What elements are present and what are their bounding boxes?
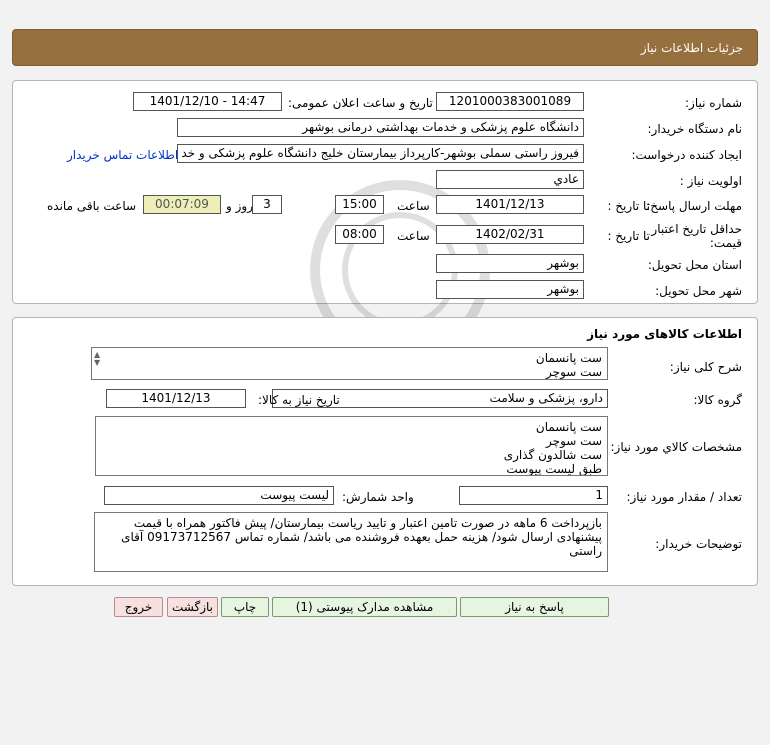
buyer-contact-link[interactable]: اطلاعات تماس خریدار: [67, 148, 179, 162]
specs-textarea[interactable]: [95, 416, 608, 476]
specs-line: ست پانسمان: [535, 420, 602, 434]
general-desc-label: شرح کلی نیاز:: [669, 360, 742, 374]
exit-button[interactable]: خروج: [114, 597, 163, 617]
buyer-notes-line: بازپرداخت 6 ماهه در صورت تامین اعتبار و تایید ریاست بیمارستان/ پیش فاکتور همراه با قیمت: [133, 516, 602, 530]
validity-label-line1: حداقل تاریخ اعتبار: [651, 222, 742, 236]
validity-time-label: ساعت: [397, 229, 430, 243]
need-number-label: شماره نیاز:: [685, 96, 742, 110]
buyer-notes-textarea[interactable]: [94, 512, 608, 572]
announce-date-label: تاریخ و ساعت اعلان عمومی:: [288, 96, 433, 110]
validity-label-line2: قیمت:: [709, 236, 742, 250]
resize-handle-icon[interactable]: ▲ ▼: [94, 350, 101, 367]
reply-to-date-label: تا تاریخ :: [607, 199, 650, 213]
need-info-panel: [12, 80, 758, 304]
print-button[interactable]: چاپ: [221, 597, 269, 617]
buyer-notes-label: توضیحات خریدار:: [655, 537, 742, 551]
need-number-field: 1201000383001089: [436, 92, 584, 111]
validity-to-date-label: تا تاریخ :: [607, 229, 650, 243]
goods-group-field: دارو، پزشکی و سلامت: [272, 389, 608, 408]
specs-label: مشخصات کالاي مورد نیاز:: [610, 440, 742, 454]
buyer-org-field: دانشگاه علوم پزشکی و خدمات بهداشتی درمانی بوشهر: [177, 118, 584, 137]
reply-to-need-button[interactable]: پاسخ به نیاز: [460, 597, 609, 617]
goods-group-label: گروه کالا:: [693, 393, 742, 407]
buyer-notes-line: راستی: [569, 544, 602, 558]
goods-section-title: اطلاعات کالاهای مورد نیاز: [587, 327, 742, 341]
quantity-label: تعداد / مقدار مورد نیاز:: [626, 490, 742, 504]
validity-time-field: 08:00: [335, 225, 384, 244]
city-label: شهر محل تحویل:: [655, 284, 742, 298]
specs-line: طبق لیست پیوست: [506, 462, 602, 476]
priority-label: اولویت نیاز :: [679, 174, 742, 188]
validity-date-field: 1402/02/31: [436, 225, 584, 244]
province-label: استان محل تحویل:: [647, 258, 742, 272]
unit-label: واحد شمارش:: [342, 490, 414, 504]
specs-line: ست شالدون گذاری: [503, 448, 602, 462]
need-date-label: تاریخ نیاز به کالا:: [258, 393, 340, 407]
page-header: [12, 29, 758, 66]
days-label: روز و: [226, 199, 253, 213]
province-field: بوشهر: [436, 254, 584, 273]
creator-field: فیروز راستی سملی بوشهر-کارپرداز بیمارستان خلیج دانشگاه علوم پزشکی و خد: [177, 144, 584, 163]
reply-time-label: ساعت: [397, 199, 430, 213]
buyer-org-label: نام دستگاه خریدار:: [647, 122, 742, 136]
reply-date-field: 1401/12/13: [436, 195, 584, 214]
general-desc-line: ست پانسمان: [535, 351, 602, 365]
creator-label: ایجاد کننده درخواست:: [631, 148, 742, 162]
remaining-time-label: ساعت باقی مانده: [47, 199, 137, 213]
remaining-days-field: 3: [252, 195, 282, 214]
city-field: بوشهر: [436, 280, 584, 299]
general-desc-line: ست سوچر: [546, 365, 602, 379]
page-title: جزئیات اطلاعات نیاز: [640, 41, 743, 55]
remaining-time-field: 00:07:09: [143, 195, 221, 214]
view-attachments-button[interactable]: مشاهده مدارک پیوستی (1): [272, 597, 457, 617]
announce-date-field: 1401/12/10 - 14:47: [133, 92, 282, 111]
unit-field: لیست پیوست: [104, 486, 334, 505]
back-button[interactable]: بازگشت: [167, 597, 218, 617]
quantity-field: 1: [459, 486, 608, 505]
priority-field: عادي: [436, 170, 584, 189]
need-date-field: 1401/12/13: [106, 389, 246, 408]
general-desc-textarea[interactable]: [91, 347, 608, 380]
reply-deadline-label: مهلت ارسال پاسخ:: [646, 199, 742, 213]
specs-line: ست سوچر: [546, 434, 602, 448]
reply-time-field: 15:00: [335, 195, 384, 214]
buyer-notes-line: پیشنهادی ارسال شود/ هزینه حمل بعهده فروشنده می باشد/ شماره تماس 09173712567 آقای: [121, 530, 602, 544]
